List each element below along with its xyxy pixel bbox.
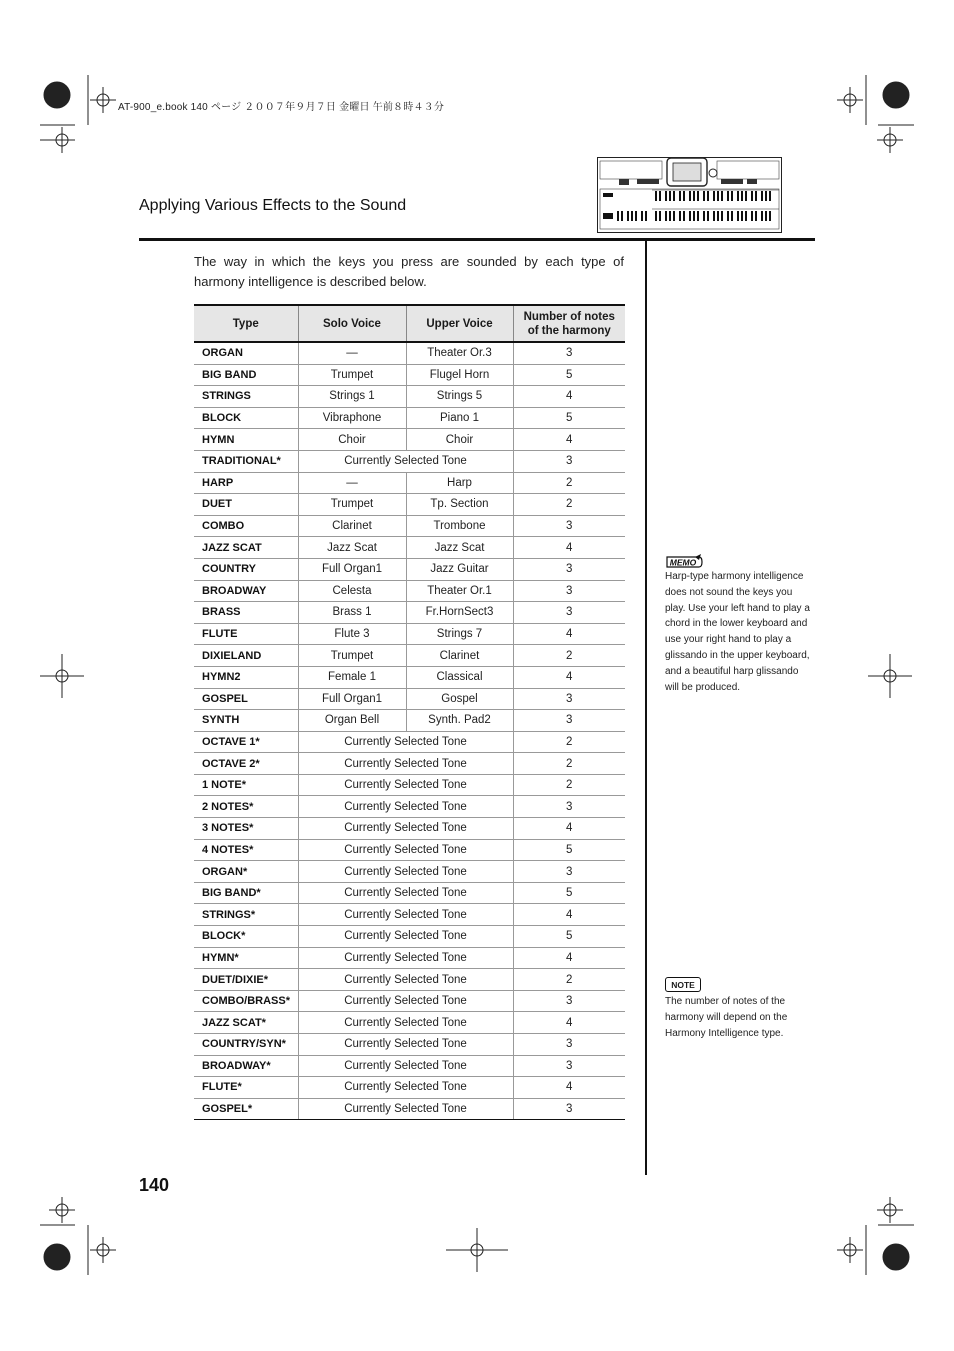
table-row [194, 990, 625, 1012]
notes-cell: 2 [513, 472, 625, 494]
notes-cell: 5 [513, 839, 625, 861]
upper-voice-cell: Theater Or.1 [406, 580, 513, 602]
type-cell: DIXIELAND [194, 645, 298, 667]
type-cell: OCTAVE 1* [194, 731, 298, 753]
memo-text: Harp-type harmony intelligence does not sound the keys you play. Use your left hand to play a chord in the lower keyboard and use your right hand to play a glissando in the upper keyboard, and a beautiful harp glissando will be produced. [665, 571, 810, 693]
type-cell: SYNTH [194, 710, 298, 732]
type-cell: FLUTE [194, 623, 298, 645]
page-number: 140 [139, 1175, 170, 1195]
type-cell: DUET [194, 494, 298, 516]
table-row [194, 774, 625, 796]
voice-cell: Currently Selected Tone [298, 1098, 513, 1120]
type-cell: ORGAN* [194, 861, 298, 883]
table-row [194, 580, 625, 602]
upper-voice-cell: Flugel Horn [406, 364, 513, 386]
table-row [194, 407, 625, 429]
notes-cell: 4 [513, 818, 625, 840]
type-cell: 1 NOTE* [194, 774, 298, 796]
table-row [194, 429, 625, 451]
solo-voice-cell: Vibraphone [298, 407, 406, 429]
table-header-row [194, 305, 625, 342]
voice-cell: Currently Selected Tone [298, 904, 513, 926]
notes-cell: 5 [513, 407, 625, 429]
column-divider [645, 241, 647, 1175]
intro-paragraph: The way in which the keys you press are sounded by each type of harmony intelligence is described below. [194, 254, 624, 289]
notes-cell: 4 [513, 947, 625, 969]
upper-voice-cell: Piano 1 [406, 407, 513, 429]
table-row [194, 386, 625, 408]
voice-cell: Currently Selected Tone [298, 753, 513, 775]
notes-cell: 5 [513, 926, 625, 948]
table-row [194, 969, 625, 991]
table-body [194, 342, 625, 1120]
memo-icon [665, 554, 703, 570]
table-row [194, 818, 625, 840]
type-cell: DUET/DIXIE* [194, 969, 298, 991]
type-cell: STRINGS [194, 386, 298, 408]
table-row [194, 753, 625, 775]
type-cell: COMBO/BRASS* [194, 990, 298, 1012]
table-row [194, 710, 625, 732]
solo-voice-cell: Female 1 [298, 666, 406, 688]
solo-voice-cell: Trumpet [298, 364, 406, 386]
notes-cell: 5 [513, 882, 625, 904]
type-cell: HYMN* [194, 947, 298, 969]
upper-voice-cell: Theater Or.3 [406, 342, 513, 364]
type-cell: BROADWAY [194, 580, 298, 602]
col-header-notes [513, 305, 625, 342]
table-row [194, 623, 625, 645]
table-row [194, 450, 625, 472]
type-cell: BROADWAY* [194, 1055, 298, 1077]
table-row [194, 731, 625, 753]
table-row [194, 861, 625, 883]
solo-voice-cell: Flute 3 [298, 623, 406, 645]
notes-cell: 2 [513, 774, 625, 796]
page-header-title: Applying Various Effects to the Sound [139, 197, 407, 214]
voice-cell: Currently Selected Tone [298, 1055, 513, 1077]
table-row [194, 1012, 625, 1034]
solo-voice-cell: Trumpet [298, 494, 406, 516]
notes-cell: 3 [513, 602, 625, 624]
table-row [194, 1034, 625, 1056]
solo-voice-cell: — [298, 472, 406, 494]
table-row [194, 839, 625, 861]
print-info: AT-900_e.book 140 ページ ２００７年９月７日 金曜日 午前８時４３分 [118, 102, 445, 113]
table-row [194, 796, 625, 818]
notes-cell: 3 [513, 558, 625, 580]
voice-cell: Currently Selected Tone [298, 969, 513, 991]
voice-cell: Currently Selected Tone [298, 450, 513, 472]
type-cell: 4 NOTES* [194, 839, 298, 861]
type-cell: COMBO [194, 515, 298, 537]
table-row [194, 1077, 625, 1099]
upper-voice-cell: Strings 7 [406, 623, 513, 645]
notes-cell: 4 [513, 666, 625, 688]
type-cell: BLOCK [194, 407, 298, 429]
type-cell: GOSPEL* [194, 1098, 298, 1120]
notes-cell: 4 [513, 429, 625, 451]
voice-cell: Currently Selected Tone [298, 861, 513, 883]
memo-label: MEMO [669, 557, 697, 568]
upper-voice-cell: Clarinet [406, 645, 513, 667]
col-header-notes-line1: Number of notes [523, 310, 615, 323]
table-row [194, 364, 625, 386]
solo-voice-cell: — [298, 342, 406, 364]
upper-voice-cell: Choir [406, 429, 513, 451]
notes-cell: 2 [513, 969, 625, 991]
type-cell: BRASS [194, 602, 298, 624]
notes-cell: 2 [513, 753, 625, 775]
upper-voice-cell: Jazz Guitar [406, 558, 513, 580]
type-cell: JAZZ SCAT* [194, 1012, 298, 1034]
notes-cell: 3 [513, 796, 625, 818]
notes-cell: 3 [513, 580, 625, 602]
type-cell: 2 NOTES* [194, 796, 298, 818]
type-cell: HYMN2 [194, 666, 298, 688]
voice-cell: Currently Selected Tone [298, 839, 513, 861]
table-row [194, 342, 625, 364]
notes-cell: 4 [513, 386, 625, 408]
note-icon: NOTE [665, 977, 701, 992]
type-cell: ORGAN [202, 347, 243, 360]
table-row [194, 904, 625, 926]
voice-cell: Currently Selected Tone [298, 731, 513, 753]
table-row [194, 666, 625, 688]
table-row [194, 1098, 625, 1120]
type-cell: BIG BAND [194, 364, 298, 386]
notes-cell: 2 [513, 645, 625, 667]
notes-cell: 3 [513, 1034, 625, 1056]
upper-voice-cell: Classical [406, 666, 513, 688]
upper-voice-cell: Fr.HornSect3 [406, 602, 513, 624]
solo-voice-cell: Full Organ1 [298, 688, 406, 710]
col-header-upper: Upper Voice [406, 305, 513, 342]
notes-cell: 4 [513, 1077, 625, 1099]
type-cell: BIG BAND* [194, 882, 298, 904]
table-row [194, 1055, 625, 1077]
notes-cell: 4 [513, 537, 625, 559]
solo-voice-cell: Clarinet [298, 515, 406, 537]
notes-cell: 3 [513, 1098, 625, 1120]
table-row [194, 602, 625, 624]
voice-cell: Currently Selected Tone [298, 1012, 513, 1034]
table-row [194, 947, 625, 969]
solo-voice-cell: Choir [298, 429, 406, 451]
solo-voice-cell: Brass 1 [298, 602, 406, 624]
voice-cell: Currently Selected Tone [298, 990, 513, 1012]
notes-cell: 3 [513, 515, 625, 537]
note-text: The number of notes of the harmony will depend on the Harmony Intelligence type. [665, 996, 788, 1039]
upper-voice-cell: Strings 5 [406, 386, 513, 408]
type-cell: OCTAVE 2* [194, 753, 298, 775]
table-row [194, 515, 625, 537]
notes-cell: 3 [513, 990, 625, 1012]
voice-cell: Currently Selected Tone [298, 926, 513, 948]
notes-cell: 3 [513, 342, 625, 364]
type-cell: HARP [194, 472, 298, 494]
table-row [194, 645, 625, 667]
notes-cell: 5 [513, 364, 625, 386]
notes-cell: 2 [513, 731, 625, 753]
voice-cell: Currently Selected Tone [298, 882, 513, 904]
voice-cell: Currently Selected Tone [298, 818, 513, 840]
notes-cell: 3 [513, 688, 625, 710]
type-cell: FLUTE* [194, 1077, 298, 1099]
table-row [194, 472, 625, 494]
upper-voice-cell: Gospel [406, 688, 513, 710]
notes-cell: 4 [513, 1012, 625, 1034]
type-cell: GOSPEL [194, 688, 298, 710]
voice-cell: Currently Selected Tone [298, 796, 513, 818]
table-row [194, 537, 625, 559]
type-cell: JAZZ SCAT [194, 537, 298, 559]
type-cell: 3 NOTES* [194, 818, 298, 840]
upper-voice-cell: Harp [406, 472, 513, 494]
solo-voice-cell: Trumpet [298, 645, 406, 667]
harmony-table [194, 304, 625, 1120]
notes-cell: 3 [513, 450, 625, 472]
voice-cell: Currently Selected Tone [298, 1034, 513, 1056]
type-cell: STRINGS* [194, 904, 298, 926]
table-row [194, 926, 625, 948]
header-rule [139, 238, 815, 241]
upper-voice-cell: Trombone [406, 515, 513, 537]
col-header-solo: Solo Voice [298, 305, 406, 342]
type-cell: TRADITIONAL* [194, 450, 298, 472]
notes-cell: 3 [513, 861, 625, 883]
table-row [194, 558, 625, 580]
organ-keyboard-icon [597, 157, 782, 233]
upper-voice-cell: Synth. Pad2 [406, 710, 513, 732]
col-header-type: Type [194, 305, 298, 342]
solo-voice-cell: Full Organ1 [298, 558, 406, 580]
notes-cell: 4 [513, 623, 625, 645]
table-row [194, 688, 625, 710]
table-row [194, 882, 625, 904]
solo-voice-cell: Jazz Scat [298, 537, 406, 559]
voice-cell: Currently Selected Tone [298, 774, 513, 796]
solo-voice-cell: Organ Bell [298, 710, 406, 732]
notes-cell: 4 [513, 904, 625, 926]
table-row [194, 494, 625, 516]
col-header-notes-line2: of the harmony [527, 324, 611, 337]
solo-voice-cell: Strings 1 [298, 386, 406, 408]
notes-cell: 3 [513, 1055, 625, 1077]
type-cell: BLOCK* [194, 926, 298, 948]
type-cell: COUNTRY [194, 558, 298, 580]
upper-voice-cell: Jazz Scat [406, 537, 513, 559]
type-cell: HYMN [194, 429, 298, 451]
notes-cell: 3 [513, 710, 625, 732]
voice-cell: Currently Selected Tone [298, 947, 513, 969]
voice-cell: Currently Selected Tone [298, 1077, 513, 1099]
notes-cell: 2 [513, 494, 625, 516]
solo-voice-cell: Celesta [298, 580, 406, 602]
upper-voice-cell: Tp. Section [406, 494, 513, 516]
type-cell: COUNTRY/SYN* [194, 1034, 298, 1056]
